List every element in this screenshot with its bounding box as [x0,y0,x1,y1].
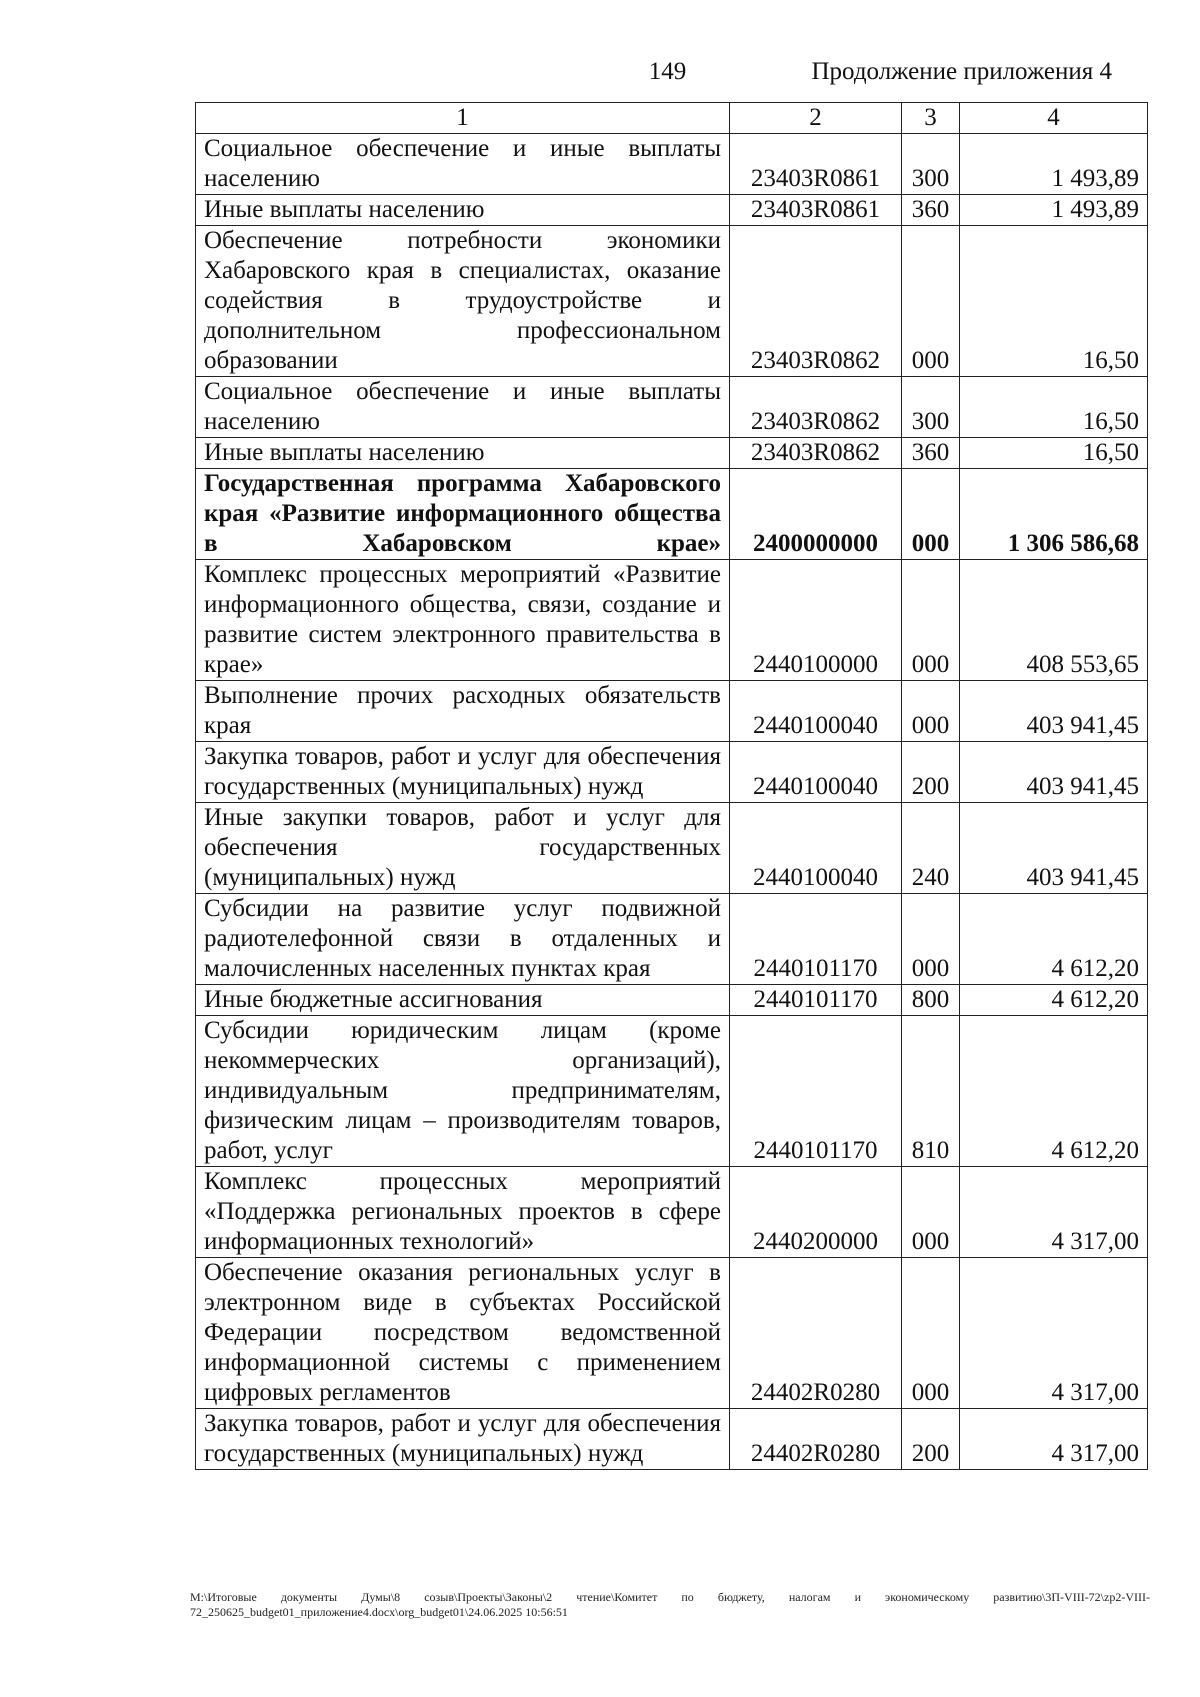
row-type-cell: 000 [902,681,960,742]
budget-table [195,102,1148,1470]
row-name-cell: Закупка товаров, работ и услуг для обеспечения государственных (муниципальных) нужд [196,1409,730,1470]
table-row [196,560,1148,681]
row-code-cell: 2440100040 [730,803,902,894]
page-number: 149 [648,58,687,85]
row-code-cell: 2440101170 [730,1016,902,1167]
row-code-cell: 2440100000 [730,560,902,681]
file-path-footer: M:\Итоговые документы Думы\8 созыв\Проекты\Законы\2 чтение\Комитет по бюджету, налогам и экономическому развитию\3П-VIII-72\zp2-VIII-72_250625_budget01_приложение4.docx\org_budget01\24.06.2025 10:56:51 [190,1590,1150,1619]
table-row [196,438,1148,469]
row-type-cell: 240 [902,803,960,894]
row-code-cell: 23403R0862 [730,438,902,469]
row-code-cell: 24402R0280 [730,1409,902,1470]
row-code-cell: 23403R0862 [730,377,902,438]
table-row [196,377,1148,438]
row-code-cell: 23403R0861 [730,134,902,195]
row-amount-cell: 4 317,00 [960,1167,1148,1258]
table-row [196,469,1148,560]
row-amount-cell: 1 493,89 [960,195,1148,226]
budget-table-body [196,103,1148,1470]
row-type-cell: 000 [902,894,960,985]
row-code-cell: 2440200000 [730,1167,902,1258]
row-amount-cell: 408 553,65 [960,560,1148,681]
row-type-cell: 000 [902,226,960,377]
row-amount-cell: 403 941,45 [960,803,1148,894]
row-name-cell: Субсидии на развитие услуг подвижной радиотелефонной связи в отдаленных и малочисленных населенных пунктах края [196,894,730,985]
row-amount-cell: 1 493,89 [960,134,1148,195]
row-type-cell: 000 [902,560,960,681]
table-row [196,1167,1148,1258]
row-name-cell: Иные закупки товаров, работ и услуг для обеспечения государственных (муниципальных) нужд [196,803,730,894]
row-type-cell: 200 [902,742,960,803]
table-row [196,985,1148,1016]
row-name-cell: Иные выплаты населению [196,438,730,469]
continuation-label: Продолжение приложения 4 [811,58,1112,85]
table-row [196,1258,1148,1409]
row-type-cell: 300 [902,134,960,195]
row-name-cell: Комплекс процессных мероприятий «Развитие информационного общества, связи, создание и развитие систем электронного правительства в крае» [196,560,730,681]
table-row [196,742,1148,803]
row-amount-cell: 4 612,20 [960,1016,1148,1167]
row-name-cell: Закупка товаров, работ и услуг для обеспечения государственных (муниципальных) нужд [196,742,730,803]
row-type-cell: 300 [902,377,960,438]
row-amount-cell: 4 317,00 [960,1258,1148,1409]
row-amount-cell: 4 612,20 [960,985,1148,1016]
row-name-cell: Социальное обеспечение и иные выплаты населению [196,134,730,195]
column-header-4: 4 [960,103,1148,134]
table-row [196,195,1148,226]
row-name-cell: Субсидии юридическим лицам (кроме некоммерческих организаций), индивидуальным предпринимателям, физическим лицам – производителям товаров, работ, услуг [196,1016,730,1167]
row-name-cell: Обеспечение потребности экономики Хабаровского края в специалистах, оказание содействия в трудоустройстве и дополнительном профессиональном образовании [196,226,730,377]
table-row [196,803,1148,894]
table-row [196,226,1148,377]
row-code-cell: 2400000000 [730,469,902,560]
row-type-cell: 000 [902,1167,960,1258]
row-type-cell: 800 [902,985,960,1016]
row-amount-cell: 16,50 [960,377,1148,438]
table-header-row [196,103,1148,134]
table-row [196,1409,1148,1470]
table-row [196,894,1148,985]
row-name-cell: Комплекс процессных мероприятий «Поддержка региональных проектов в сфере информационных технологий» [196,1167,730,1258]
row-name-cell: Иные выплаты населению [196,195,730,226]
row-type-cell: 000 [902,469,960,560]
row-type-cell: 810 [902,1016,960,1167]
table-row [196,681,1148,742]
row-code-cell: 2440101170 [730,985,902,1016]
row-type-cell: 360 [902,438,960,469]
row-name-cell: Государственная программа Хабаровского края «Развитие информационного общества в Хабаровском крае» [196,469,730,560]
row-amount-cell: 4 317,00 [960,1409,1148,1470]
row-type-cell: 000 [902,1258,960,1409]
column-header-3: 3 [902,103,960,134]
row-type-cell: 200 [902,1409,960,1470]
row-name-cell: Социальное обеспечение и иные выплаты населению [196,377,730,438]
row-type-cell: 360 [902,195,960,226]
row-code-cell: 2440100040 [730,742,902,803]
row-code-cell: 2440101170 [730,894,902,985]
row-amount-cell: 4 612,20 [960,894,1148,985]
row-name-cell: Обеспечение оказания региональных услуг в электронном виде в субъектах Российской Федерации посредством ведомственной информационной системы с применением цифровых регламентов [196,1258,730,1409]
row-name-cell: Выполнение прочих расходных обязательств края [196,681,730,742]
row-name-cell: Иные бюджетные ассигнования [196,985,730,1016]
row-code-cell: 2440100040 [730,681,902,742]
row-code-cell: 23403R0862 [730,226,902,377]
column-header-2: 2 [730,103,902,134]
row-code-cell: 24402R0280 [730,1258,902,1409]
row-amount-cell: 16,50 [960,226,1148,377]
row-code-cell: 23403R0861 [730,195,902,226]
row-amount-cell: 403 941,45 [960,681,1148,742]
row-amount-cell: 16,50 [960,438,1148,469]
row-amount-cell: 1 306 586,68 [960,469,1148,560]
table-row [196,1016,1148,1167]
table-row [196,134,1148,195]
row-amount-cell: 403 941,45 [960,742,1148,803]
column-header-1: 1 [196,103,730,134]
